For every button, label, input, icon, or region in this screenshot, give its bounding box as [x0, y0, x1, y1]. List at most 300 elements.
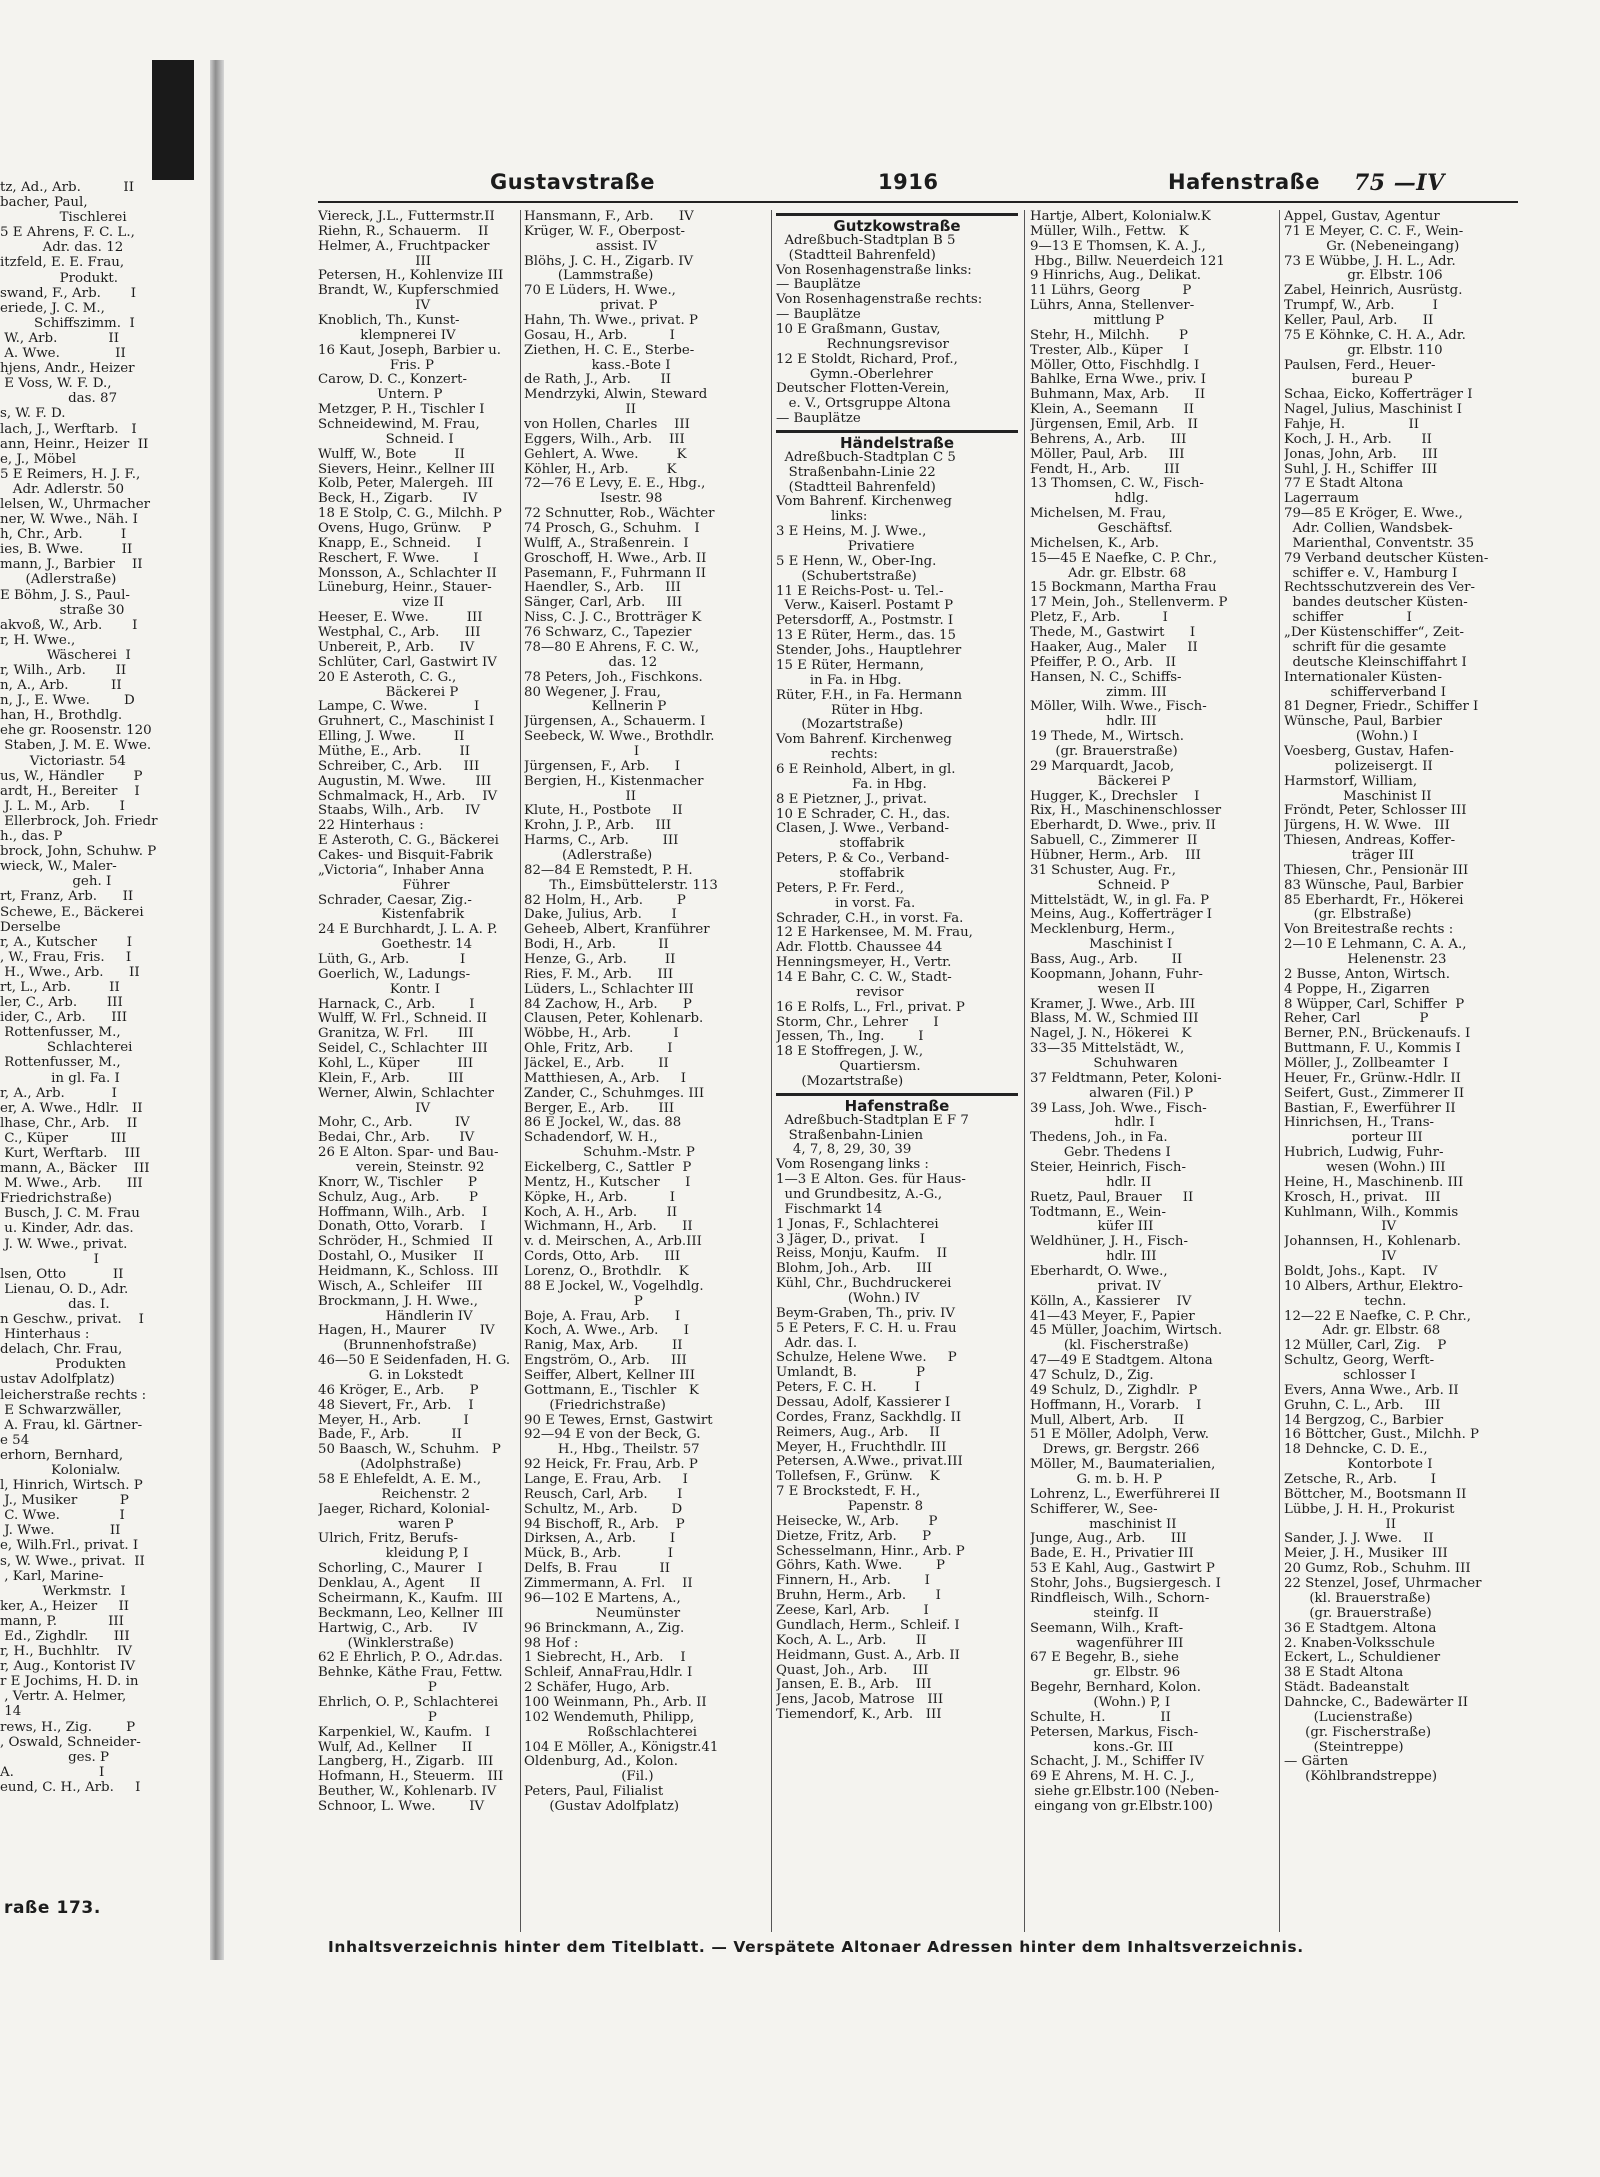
directory-entry: Schneid. I [318, 431, 454, 447]
directory-entry: (Fil.) [524, 1769, 654, 1785]
directory-entry: Ovens, Hugo, Grünw. P [318, 521, 492, 537]
directory-entry: Blohm, Joh., Arb. III [776, 1261, 933, 1277]
directory-entry: 29 Marquardt, Jacob, [1030, 758, 1175, 774]
directory-entry: (Wohn.) IV [776, 1291, 920, 1307]
directory-entry: Pletz, F., Arb. I [1030, 610, 1168, 626]
directory-entry: Gottmann, E., Tischler K [524, 1382, 699, 1398]
directory-entry: Seidel, C., Schlachter III [318, 1041, 488, 1057]
directory-entry: Evers, Anna Wwe., Arb. II [1284, 1382, 1459, 1398]
directory-entry: Krohn, J. P., Arb. III [524, 818, 672, 834]
directory-entry: Haendler, S., Arb. III [524, 580, 681, 596]
directory-entry: 3 Jäger, D., privat. I [776, 1231, 926, 1247]
directory-entry: Produkten [0, 1357, 127, 1373]
directory-entry: 2—10 E Lehmann, C. A. A., [1284, 937, 1467, 953]
directory-entry: Vom Rosengang links : [776, 1157, 929, 1173]
directory-entry: schiffer I [1284, 610, 1412, 626]
directory-entry: gr. Elbstr. 110 [1284, 342, 1443, 358]
directory-entry: Schröder, H., Schmied II [318, 1234, 494, 1250]
directory-entry: „Der Küstenschiffer“, Zeit- [1284, 625, 1465, 641]
directory-entry: (Friedrichstraße) [524, 1397, 666, 1413]
directory-entry: wesen II [1030, 981, 1155, 997]
directory-entry: Kontr. I [318, 981, 440, 997]
directory-entry: 1—3 E Alton. Ges. für Haus- [776, 1172, 966, 1188]
directory-entry: wagenführer III [1030, 1635, 1184, 1651]
directory-entry: Henningsmeyer, H., Vertr. [776, 955, 952, 971]
directory-entry: lach, J., Werftarb. I [0, 421, 137, 437]
directory-entry: Brandt, W., Kupferschmied [318, 283, 499, 299]
directory-entry: Zeese, Karl, Arb. I [776, 1603, 929, 1619]
street-heading: Händelstraße [840, 434, 954, 453]
column-5 [1284, 210, 1518, 1785]
header-page-number: 75 —IV [1354, 170, 1445, 196]
directory-entry: 94 Bischoff, R., Arb. P [524, 1516, 685, 1532]
directory-entry: bureau P [1284, 372, 1413, 388]
directory-entry: Lüth, G., Arb. I [318, 951, 466, 967]
directory-entry: Niss, C. J. C., Brotträger K [524, 610, 702, 626]
directory-entry: Kolonialw. [0, 1462, 121, 1478]
directory-entry: (Mozartstraße) [776, 717, 904, 733]
directory-entry: ges. P [0, 1749, 109, 1765]
directory-entry: (Lucienstraße) [1284, 1709, 1413, 1725]
directory-entry: 17 Mein, Joh., Stellenverm. P [1030, 595, 1228, 611]
directory-entry: Steier, Heinrich, Fisch- [1030, 1160, 1186, 1175]
directory-entry: 104 E Möller, A., Königstr.41 [524, 1739, 719, 1755]
directory-entry: Kramer, J. Wwe., Arb. III [1030, 996, 1196, 1012]
directory-entry: h., das. P [0, 829, 63, 845]
directory-entry: Gr. (Nebeneingang) [1284, 238, 1460, 254]
directory-entry: geh. I [0, 874, 112, 890]
directory-entry: H., Hbg., Theilstr. 57 [524, 1442, 700, 1458]
directory-entry: Ulrich, Fritz, Berufs- [318, 1531, 458, 1547]
directory-entry: techn. [1284, 1293, 1407, 1309]
directory-entry: Privatiere [776, 539, 915, 555]
directory-entry: Rix, H., Maschinenschlosser [1030, 803, 1222, 819]
directory-entry: brock, John, Schuhw. P [0, 844, 157, 860]
directory-entry: Mohr, C., Arb. IV [318, 1115, 470, 1131]
directory-entry: 5 E Ahrens, F. C. L., [0, 225, 135, 241]
directory-entry: 33—35 Mittelstädt, W., [1030, 1041, 1185, 1057]
directory-entry: schrift für die gesamte [1284, 639, 1447, 655]
directory-entry: klempnerei IV [318, 327, 456, 343]
directory-entry: E Asteroth, C. G., Bäckerei [318, 833, 499, 849]
directory-entry: Bruhn, Herm., Arb. I [776, 1588, 941, 1604]
left-page-fragment [0, 180, 210, 1940]
directory-entry: Groschoff, H. Wwe., Arb. II [524, 550, 707, 566]
directory-entry: Appel, Gustav, Agentur [1284, 210, 1440, 224]
directory-entry: Michelsen, M. Frau, [1030, 506, 1167, 522]
directory-entry: 5 E Henn, W., Ober-Ing. [776, 553, 937, 569]
directory-entry: 86 E Jockel, W., das. 88 [524, 1115, 682, 1131]
directory-entry: Busch, J. C. M. Frau [0, 1206, 140, 1222]
directory-entry: Bahlke, Erna Wwe., priv. I [1030, 372, 1207, 388]
directory-entry: Rechtsschutzverein des Ver- [1284, 580, 1475, 596]
directory-entry: 16 Böttcher, Gust., Milchh. P [1284, 1427, 1479, 1443]
directory-entry: 8 E Pietzner, J., privat. [776, 791, 927, 807]
directory-entry: hdlr. III [1030, 1249, 1157, 1265]
directory-entry: Schultz, M., Arb. D [524, 1501, 683, 1517]
directory-entry: Eickelberg, C., Sattler P [524, 1160, 692, 1175]
directory-entry: Adr. Adlerstr. 50 [0, 481, 125, 497]
directory-entry: Reichenstr. 2 [318, 1486, 470, 1502]
directory-entry: Eberhardt, D. Wwe., priv. II [1030, 818, 1216, 834]
directory-entry: 13 Thomsen, C. W., Fisch- [1030, 476, 1204, 492]
directory-entry: Suhl, J. H., Schiffer III [1284, 461, 1438, 477]
directory-entry: Beckmann, Leo, Kellner III [318, 1605, 504, 1621]
directory-entry: Wisch, A., Schleifer III [318, 1278, 483, 1294]
directory-entry: G. m. b. H. P [1030, 1472, 1163, 1488]
directory-entry: 14 [0, 1704, 22, 1720]
directory-entry: 5 E Peters, F. C. H. u. Frau [776, 1320, 957, 1336]
directory-entry: Nagel, Julius, Maschinist I [1284, 402, 1462, 418]
directory-entry: h, Chr., Arb. I [0, 527, 127, 543]
directory-entry: 53 E Kahl, Aug., Gastwirt P [1030, 1561, 1215, 1577]
directory-entry: Oldenburg, Ad., Kolon. [524, 1754, 678, 1770]
directory-entry: Adreßbuch-Stadtplan B 5 [776, 232, 956, 248]
directory-entry: Koch, A. Wwe., Arb. I [524, 1323, 690, 1339]
directory-entry: Clasen, J. Wwe., Verband- [776, 821, 950, 837]
directory-entry: „Victoria“, Inhaber Anna [318, 862, 485, 878]
section-rule [776, 430, 1018, 433]
directory-entry: II [524, 788, 636, 804]
directory-entry: Clausen, Peter, Kohlenarb. [524, 1011, 704, 1027]
directory-entry: Heine, H., Maschinenb. III [1284, 1174, 1464, 1190]
directory-entry: Langberg, H., Zigarb. III [318, 1754, 494, 1770]
directory-entry: straße 30 [0, 602, 125, 618]
directory-entry: Schacht, J. M., Schiffer IV [1030, 1754, 1205, 1770]
directory-entry: Seemann, Wilh., Kraft- [1030, 1620, 1184, 1636]
directory-entry: Stohr, Johs., Bugsiergesch. I [1030, 1576, 1221, 1592]
directory-entry: 75 E Köhnke, C. H. A., Adr. [1284, 327, 1466, 343]
directory-entry: 80 Wegener, J. Frau, [524, 684, 661, 700]
directory-entry: Schneidewind, M. Frau, [318, 417, 480, 433]
directory-entry: W., Arb. II [0, 330, 120, 346]
directory-entry: 22 Hinterhaus : [318, 818, 424, 834]
directory-entry: 48 Sievert, Fr., Arb. I [318, 1397, 474, 1413]
street-heading: Gutzkowstraße [833, 217, 961, 235]
directory-entry: Wulff, W., Bote II [318, 446, 465, 462]
directory-entry: Tollefsen, F., Grünw. K [776, 1469, 940, 1485]
directory-entry: ner, W. Wwe., Näh. I [0, 512, 138, 528]
directory-entry: Hoffmann, H., Vorarb. I [1030, 1397, 1202, 1413]
directory-entry: ker, A., Heizer II [0, 1598, 130, 1614]
directory-entry: 12 E Stoldt, Richard, Prof., [776, 351, 958, 367]
directory-entry: Blass, M. W., Schmied III [1030, 1011, 1199, 1027]
directory-entry: (Winklerstraße) [318, 1635, 454, 1651]
directory-entry: Beuther, W., Kohlenarb. IV [318, 1784, 497, 1800]
directory-entry: privat. IV [1030, 1278, 1161, 1294]
directory-entry: Hugger, K., Drechsler I [1030, 788, 1200, 804]
directory-entry: Helenenstr. 23 [1284, 951, 1447, 967]
directory-entry: Gruhnert, C., Maschinist I [318, 714, 495, 730]
directory-entry: Helmer, A., Fruchtpacker [318, 238, 490, 254]
directory-entry: Vom Bahrenf. Kirchenweg [776, 494, 952, 510]
directory-entry: kons.-Gr. III [1030, 1739, 1174, 1755]
directory-entry: Adreßbuch-Stadtplan C 5 [776, 449, 956, 465]
directory-entry: Heidmann, K., Schloss. III [318, 1264, 499, 1280]
directory-entry: E Böhm, J. S., Paul- [0, 587, 130, 603]
directory-entry: bacher, Paul, [0, 195, 88, 211]
directory-entry: Bastian, F., Ewerführer II [1284, 1100, 1456, 1116]
directory-entry: Bodi, H., Arb. II [524, 937, 669, 953]
directory-entry: (Wohn.) I [1284, 729, 1418, 745]
directory-entry: 11 E Reichs-Post- u. Tel.- [776, 583, 944, 599]
directory-entry: 20 Gumz, Rob., Schuhm. III [1284, 1561, 1471, 1577]
directory-entry: Gymn.-Oberlehrer [776, 366, 933, 382]
directory-entry: 9 Hinrichs, Aug., Delikat. [1030, 268, 1201, 284]
directory-entry: Adr. gr. Elbstr. 68 [1030, 565, 1187, 581]
directory-entry: lelsen, W., Uhrmacher [0, 496, 151, 512]
directory-entry: Seifert, Gust., Zimmerer II [1284, 1085, 1465, 1101]
column-divider [1024, 210, 1025, 1932]
directory-entry: 13 E Rüter, Herm., das. 15 [776, 628, 956, 644]
directory-entry: Papenstr. 8 [776, 1499, 924, 1515]
directory-entry: Goerlich, W., Ladungs- [318, 966, 471, 982]
directory-entry: Mück, B., Arb. I [524, 1546, 674, 1562]
directory-entry: Lüders, L., Schlachter III [524, 981, 694, 997]
directory-entry: l, Hinrich, Wirtsch. P [0, 1478, 143, 1494]
directory-entry: Jens, Jacob, Matrose III [776, 1692, 944, 1708]
directory-entry: Lange, E. Frau, Arb. I [524, 1472, 688, 1488]
directory-entry: Peters, P. Fr. Ferd., [776, 880, 905, 896]
directory-entry: Schlachterei [0, 1040, 133, 1056]
directory-entry: Kontorbote I [1284, 1457, 1433, 1473]
directory-entry: (Adlerstraße) [0, 572, 117, 588]
directory-entry: maschinist II [1030, 1516, 1177, 1532]
directory-entry: Heeser, E. Wwe. III [318, 610, 483, 626]
directory-entry: 12 Müller, Carl, Zig. P [1284, 1338, 1447, 1354]
directory-entry: Schultz, Georg, Werft- [1284, 1353, 1435, 1369]
directory-entry: Harms, C., Arb. III [524, 833, 679, 849]
directory-entry: Adr. gr. Elbstr. 68 [1284, 1323, 1441, 1339]
directory-entry: Schrader, C.H., in vorst. Fa. [776, 910, 964, 926]
directory-entry: Fendt, H., Arb. III [1030, 461, 1180, 477]
directory-entry: Möller, Paul, Arb. III [1030, 446, 1185, 462]
directory-entry: Städt. Badeanstalt [1284, 1680, 1409, 1696]
directory-entry: 18 E Stolp, C. G., Milchh. P [318, 506, 502, 522]
directory-entry: III [318, 253, 431, 269]
directory-entry: vize II [318, 595, 444, 611]
directory-entry: 19 Thede, M., Wirtsch. [1030, 729, 1185, 745]
directory-entry: r, Aug., Kontorist IV [0, 1659, 136, 1675]
directory-entry: 100 Weinmann, Ph., Arb. II [524, 1694, 707, 1710]
directory-entry: Mull, Albert, Arb. II [1030, 1412, 1185, 1428]
directory-entry: Jürgensen, Emil, Arb. II [1030, 417, 1199, 433]
directory-entry: Wöbbe, H., Arb. I [524, 1026, 679, 1042]
directory-entry: Koopmann, Johann, Fuhr- [1030, 966, 1203, 982]
left-page-column [0, 180, 210, 1795]
column-divider [1279, 210, 1280, 1932]
directory-entry: (Stadtteil Bahrenfeld) [776, 479, 936, 495]
directory-entry: das. 87 [0, 391, 118, 407]
directory-entry: Beck, H., Zigarb. IV [318, 491, 478, 507]
directory-entry: Schuhm.-Mstr. P [524, 1145, 695, 1161]
directory-page [318, 170, 1518, 1960]
directory-entry: 81 Degner, Friedr., Schiffer I [1284, 699, 1479, 715]
directory-entry: Harnack, C., Arb. I [318, 996, 475, 1012]
directory-entry: 15—45 E Naefke, C. P. Chr., [1030, 550, 1217, 566]
directory-entry: J., Musiker P [0, 1493, 129, 1509]
directory-entry: de Rath, J., Arb. II [524, 372, 671, 388]
directory-entry: Zabel, Heinrich, Ausrüstg. [1284, 283, 1463, 299]
directory-entry: Bade, F., Arb. II [318, 1427, 462, 1443]
street-heading: Hafenstraße [844, 1096, 950, 1115]
directory-entry: delach, Chr. Frau, [0, 1342, 123, 1358]
directory-entry: 79 Verband deutscher Küsten- [1284, 550, 1489, 566]
directory-entry: Monsson, A., Schlachter II [318, 565, 497, 581]
directory-entry: e. V., Ortsgruppe Altona [776, 396, 951, 412]
directory-entry: Müthe, E., Arb. II [318, 743, 471, 759]
directory-entry: Pfeiffer, P. O., Arb. II [1030, 654, 1177, 670]
directory-entry: (gr. Fischerstraße) [1284, 1724, 1432, 1740]
directory-entry: Beym-Graben, Th., priv. IV [776, 1305, 956, 1321]
directory-entry: Wichmann, H., Arb. II [524, 1219, 693, 1235]
directory-entry: Buttmann, F. U., Kommis I [1284, 1041, 1461, 1057]
directory-entry: Sander, J. J. Wwe. II [1284, 1531, 1434, 1547]
directory-entry: 82—84 E Remstedt, P. H. [524, 862, 693, 878]
directory-entry: Schorling, C., Maurer I [318, 1561, 483, 1577]
directory-entry: Schaa, Eicko, Kofferträger I [1284, 387, 1473, 403]
directory-entry: Schnoor, L. Wwe. IV [318, 1798, 485, 1814]
directory-entry: Staabs, Wilh., Arb. IV [318, 803, 480, 819]
directory-entry: ann, Heinr., Heizer II [0, 436, 149, 452]
directory-entry: Jaeger, Richard, Kolonial- [318, 1501, 490, 1517]
directory-entry: Schrader, Caesar, Zig.- [318, 892, 472, 908]
directory-entry: Rottenfusser, M., [0, 1055, 121, 1071]
directory-entry: 15 Bockmann, Martha Frau [1030, 580, 1217, 596]
directory-entry: Seiffer, Albert, Kellner III [524, 1368, 696, 1384]
directory-entry: 70 E Lüders, H. Wwe., [524, 283, 676, 299]
directory-entry: Rechnungsrevisor [776, 336, 949, 352]
directory-entry: (gr. Brauerstraße) [1030, 743, 1178, 759]
directory-entry: träger III [1284, 847, 1414, 863]
directory-entry: Westphal, C., Arb. III [318, 625, 481, 641]
directory-entry: Voesberg, Gustav, Hafen- [1284, 743, 1454, 759]
directory-entry: Koch, A. L., Arb. II [776, 1632, 927, 1648]
directory-entry: Jürgensen, A., Schauerm. I [524, 714, 706, 730]
directory-entry: Wulff, A., Straßenrein. I [524, 535, 689, 551]
directory-entry: Bass, Aug., Arb. II [1030, 951, 1183, 967]
directory-entry: Bäckerei P [1030, 773, 1171, 789]
directory-entry: Schreiber, C., Arb. III [318, 758, 480, 774]
directory-entry: 8 Wüpper, Carl, Schiffer P [1284, 996, 1465, 1012]
directory-entry: Bäckerei P [318, 684, 459, 700]
directory-entry: — Gärten [1284, 1754, 1349, 1770]
directory-entry: er, A. Wwe., Hdlr. II [0, 1100, 143, 1116]
directory-entry: mann, J., Barbier II [0, 557, 143, 573]
directory-entry: alwaren (Fil.) P [1030, 1085, 1194, 1101]
directory-entry: Storm, Chr., Lehrer I [776, 1014, 939, 1030]
directory-entry: 50 Baasch, W., Schuhm. P [318, 1442, 501, 1458]
directory-entry: 88 E Jockel, W., Vogelhdlg. [524, 1278, 704, 1294]
directory-entry: Friedrichstraße) [0, 1191, 113, 1207]
directory-entry: (gr. Brauerstraße) [1284, 1605, 1432, 1621]
directory-entry: Göhrs, Kath. Wwe. P [776, 1558, 945, 1574]
directory-entry: (Mozartstraße) [776, 1073, 904, 1089]
directory-entry: das. I. [0, 1296, 110, 1312]
column-divider [520, 210, 521, 1932]
directory-entry: v. d. Meirschen, A., Arb.III [524, 1234, 702, 1250]
directory-entry: Wulf, Ad., Kellner II [318, 1739, 473, 1755]
directory-entry: 12—22 E Naefke, C. P. Chr., [1284, 1308, 1471, 1324]
directory-entry: 96—102 E Martens, A., [524, 1590, 681, 1606]
directory-entry: swand, F., Arb. I [0, 285, 136, 301]
directory-entry: , Oswald, Schneider- [0, 1734, 141, 1750]
directory-entry: Reher, Carl P [1284, 1011, 1429, 1027]
directory-entry: Kuhlmann, Wilh., Kommis [1284, 1204, 1459, 1220]
directory-entry: Haaker, Aug., Maler II [1030, 639, 1198, 655]
directory-entry: 18 Dehncke, C. D. E., [1284, 1442, 1428, 1458]
directory-entry: J. Wwe. II [0, 1523, 121, 1539]
directory-entry: 58 E Ehlefeldt, A. E. M., [318, 1472, 482, 1488]
directory-entry: 5 E Reimers, H. J. F., [0, 466, 141, 482]
directory-entry: gr. Elbstr. 96 [1030, 1665, 1181, 1681]
directory-entry: , W., Frau, Fris. I [0, 949, 132, 965]
directory-entry: Adr. das. I. [776, 1335, 858, 1351]
directory-entry: (Adlerstraße) [524, 847, 653, 863]
directory-entry: Untern. P [318, 387, 443, 403]
directory-entry: Marienthal, Conventstr. 35 [1284, 535, 1475, 551]
directory-entry: Eggers, Wilh., Arb. III [524, 431, 685, 447]
directory-entry: Möller, M., Baumaterialien, [1030, 1457, 1216, 1473]
directory-entry: schifferverband I [1284, 684, 1446, 700]
directory-entry: Petersen, H., Kohlenvize III [318, 268, 504, 284]
directory-entry: Lorenz, O., Brothdlr. K [524, 1264, 689, 1280]
directory-entry: 85 Eberhardt, Fr., Hökerei [1284, 892, 1464, 908]
directory-entry: von Hollen, Charles III [524, 417, 690, 433]
directory-entry: Metzger, P. H., Tischler I [318, 402, 485, 418]
directory-entry: M. Wwe., Arb. III [0, 1176, 143, 1192]
directory-entry: s, W. F. D. [0, 406, 66, 422]
directory-entry: hdlr. I [1030, 1115, 1155, 1131]
directory-entry: Thede, M., Gastwirt I [1030, 625, 1196, 641]
directory-entry: Krüger, W. F., Oberpost- [524, 223, 686, 239]
directory-entry: Roßschlachterei [524, 1724, 698, 1740]
column-2 [524, 210, 766, 1815]
directory-entry: 39 Lass, Joh. Wwe., Fisch- [1030, 1100, 1207, 1116]
directory-entry: Schulz, Aug., Arb. P [318, 1189, 478, 1205]
directory-entry: Todtmann, E., Wein- [1030, 1204, 1166, 1220]
directory-entry: Behrens, A., Arb. III [1030, 431, 1187, 447]
directory-entry: Granitza, W. Frl. III [318, 1026, 474, 1042]
directory-entry: 74 Prosch, G., Schuhm. I [524, 521, 700, 537]
directory-entry: Meyer, H., Fruchthdlr. III [776, 1439, 947, 1455]
directory-entry: Fröndt, Peter, Schlosser III [1284, 803, 1467, 819]
directory-entry: Thiesen, Chr., Pensionär III [1284, 862, 1469, 878]
directory-entry: Heidmann, Gust. A., Arb. II [776, 1647, 960, 1663]
directory-entry: H., Wwe., Arb. II [0, 964, 140, 980]
directory-entry: Lührs, Anna, Stellenver- [1030, 298, 1195, 314]
directory-entry: Nagel, J. N., Hökerei K [1030, 1026, 1192, 1042]
directory-entry: Hagen, H., Maurer IV [318, 1323, 495, 1339]
directory-entry: Verw., Kaiserl. Postamt P [776, 598, 954, 614]
directory-entry: 14 Bergzog, C., Barbier [1284, 1412, 1444, 1428]
directory-entry: Ohle, Fritz, Arb. I [524, 1041, 673, 1057]
directory-entry: Meyer, H., Arb. I [318, 1412, 469, 1428]
book-gutter [210, 60, 224, 1960]
directory-entry: Carow, D. C., Konzert- [318, 372, 467, 388]
directory-entry: Bergien, H., Kistenmacher [524, 773, 704, 789]
directory-entry: Knoblich, Th., Kunst- [318, 313, 460, 329]
directory-entry: r, H. Wwe., [0, 632, 76, 648]
directory-entry: Mentz, H., Kutscher I [524, 1174, 691, 1190]
directory-entry: Neumünster [524, 1605, 681, 1621]
header-street-from: Gustavstraße [490, 170, 655, 194]
directory-entry: Klein, A., Seemann II [1030, 402, 1194, 418]
directory-entry: Ranig, Max, Arb. II [524, 1338, 683, 1354]
directory-entry: Jessen, Th., Ing. I [776, 1029, 924, 1045]
directory-entry: akvoß, W., Arb. I [0, 617, 138, 633]
directory-entry: Heuer, Fr., Grünw.-Hdlr. II [1284, 1070, 1461, 1086]
